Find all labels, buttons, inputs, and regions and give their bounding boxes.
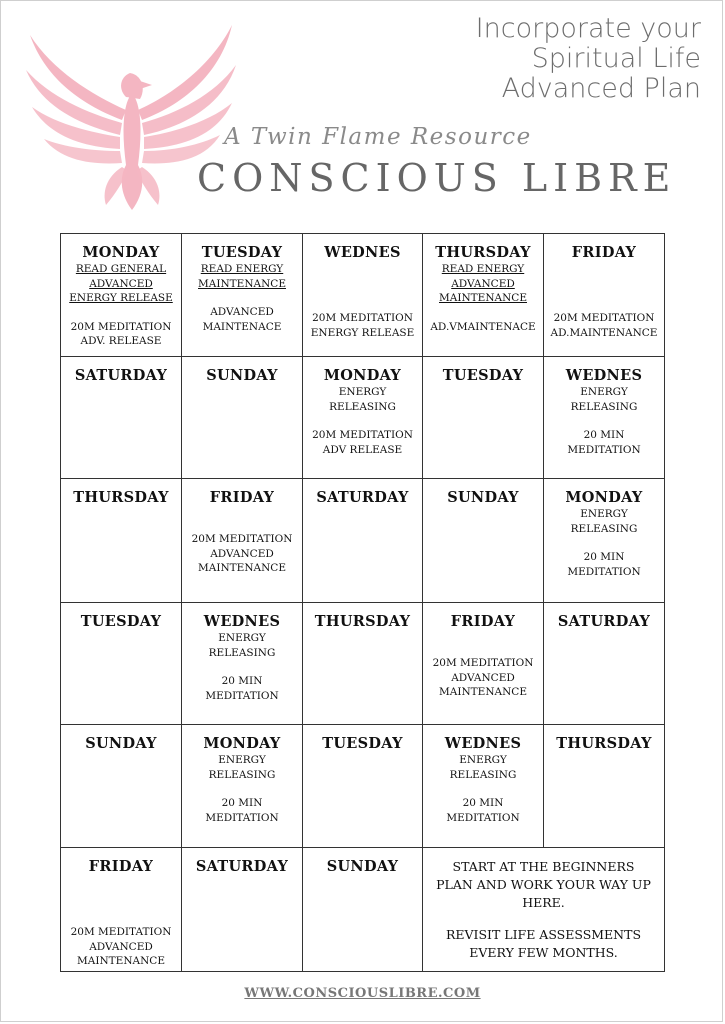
table-row [61, 479, 665, 603]
day-label: MONDAY [82, 244, 160, 261]
task-line: ENERGY [218, 754, 266, 766]
day-label: WEDNES [324, 244, 401, 261]
task-line: 20 MIN [462, 797, 504, 809]
day-cell [423, 479, 544, 603]
day-label: THURSDAY [314, 613, 411, 630]
day-label: TUESDAY [201, 244, 283, 261]
day-cell [423, 603, 544, 725]
table-row [61, 725, 665, 848]
table-row [61, 357, 665, 479]
task-line: ENERGY RELEASE [69, 292, 173, 304]
task-line: ENERGY [580, 508, 628, 520]
day-cell [61, 603, 182, 725]
task-line: 20M MEDITATION [70, 320, 172, 333]
day-label: MONDAY [203, 735, 281, 752]
task-line: MEDITATION [567, 565, 641, 578]
brand-name: CONSCIOUS LIBRE [197, 156, 677, 200]
task-line: 20M MEDITATION [312, 312, 413, 324]
day-cell [544, 725, 665, 848]
day-label: FRIDAY [450, 613, 516, 630]
note-line: START AT THE BEGINNERS [452, 859, 635, 874]
day-label: MONDAY [323, 367, 402, 384]
task-line: MAINTENANCE [77, 955, 165, 967]
task-line: MAINTENANCE [439, 686, 527, 698]
task-line: 20 MIN [583, 551, 625, 563]
day-label: SATURDAY [557, 613, 651, 630]
day-cell [544, 603, 665, 725]
day-label: SATURDAY [74, 367, 168, 384]
task-line: ADV. RELEASE [80, 335, 162, 347]
day-cell [182, 357, 303, 479]
task-line: MEDITATION [446, 811, 520, 824]
task-line: AD.VMAINTENACE [430, 320, 536, 333]
day-cell [182, 234, 303, 357]
day-label: THURSDAY [73, 489, 169, 506]
task-line: MEDITATION [205, 811, 279, 824]
day-label: TUESDAY [80, 613, 162, 630]
day-label: SUNDAY [85, 735, 157, 752]
day-label: SATURDAY [195, 858, 289, 875]
task-line: ADVANCED [451, 277, 515, 290]
task-line: ADVANCED [210, 306, 274, 318]
day-cell [182, 848, 303, 972]
task-line: RELEASING [570, 522, 638, 535]
task-line: ENERGY [459, 754, 507, 766]
task-line: MAINTENANCE [439, 292, 527, 304]
task-line: ADVANCED [89, 940, 153, 953]
day-cell [182, 603, 303, 725]
task-line: READ ENERGY [441, 263, 525, 275]
day-cell [303, 357, 423, 479]
day-cell [423, 725, 544, 848]
note-line: REVISIT LIFE ASSESSMENTS [445, 927, 642, 942]
day-label: SUNDAY [447, 489, 519, 506]
day-cell [61, 234, 182, 357]
title-line: Advanced Plan [501, 73, 701, 104]
task-line: ADVANCED [89, 277, 153, 290]
day-cell [182, 479, 303, 603]
task-line: 20M MEDITATION [312, 429, 413, 441]
task-line: 20 MIN [221, 675, 263, 687]
day-cell [303, 848, 423, 972]
day-label: FRIDAY [209, 489, 275, 506]
task-line: RELEASING [208, 768, 276, 781]
day-cell [61, 479, 182, 603]
task-line: 20 MIN [221, 797, 263, 809]
task-line: ENERGY [580, 386, 628, 398]
task-line: ENERGY [218, 632, 266, 644]
day-cell [61, 357, 182, 479]
day-label: FRIDAY [88, 858, 154, 875]
day-cell [544, 234, 665, 357]
task-line: MEDITATION [567, 443, 641, 456]
task-line: 20M MEDITATION [70, 926, 172, 938]
day-label: TUESDAY [322, 735, 403, 752]
note-line: HERE. [522, 895, 565, 910]
schedule-table [60, 233, 665, 972]
task-line: 20M MEDITATION [191, 533, 293, 545]
task-line: MAINTENANCE [198, 277, 286, 290]
task-line: 20M MEDITATION [432, 657, 534, 669]
table-row [61, 848, 665, 972]
day-cell [303, 479, 423, 603]
day-cell [303, 234, 423, 357]
task-line: READ GENERAL [75, 263, 167, 275]
day-label: WEDNES [203, 613, 281, 630]
day-cell [303, 725, 423, 848]
day-cell [423, 357, 544, 479]
day-cell [423, 234, 544, 357]
day-label: SUNDAY [206, 367, 278, 384]
task-line: ADV RELEASE [322, 443, 403, 456]
task-line: 20 MIN [583, 429, 625, 441]
task-line: ADVANCED [210, 547, 274, 560]
plan-note [423, 848, 665, 972]
day-label: THURSDAY [435, 244, 531, 261]
day-label: SATURDAY [316, 489, 409, 506]
subtitle: A Twin Flame Resource [224, 124, 532, 150]
task-line: READ ENERGY [200, 263, 284, 275]
task-line: MAINTENANCE [198, 562, 286, 574]
task-line: ADVANCED [451, 671, 515, 684]
task-line: ENERGY RELEASE [310, 326, 415, 339]
task-line: AD.MAINTENANCE [550, 326, 658, 339]
day-cell [61, 848, 182, 972]
title-line: Spiritual Life [531, 43, 701, 74]
day-label: SUNDAY [326, 858, 399, 875]
task-line: MAINTENACE [202, 320, 282, 333]
task-line: RELEASING [329, 400, 396, 413]
task-line: RELEASING [208, 646, 276, 659]
task-line: RELEASING [570, 400, 638, 413]
day-label: TUESDAY [442, 367, 524, 384]
task-line: 20M MEDITATION [553, 312, 655, 324]
task-line: RELEASING [449, 768, 517, 781]
day-cell [544, 357, 665, 479]
day-cell [303, 603, 423, 725]
day-label: WEDNES [444, 735, 522, 752]
note-line: PLAN AND WORK YOUR WAY UP [436, 877, 651, 892]
table-row [61, 603, 665, 725]
day-label: FRIDAY [571, 244, 637, 261]
title-line: Incorporate your [475, 13, 701, 44]
day-label: WEDNES [565, 367, 643, 384]
task-line: ENERGY [338, 386, 387, 398]
day-label: MONDAY [565, 489, 643, 506]
note-line: EVERY FEW MONTHS. [469, 945, 618, 960]
day-cell [61, 725, 182, 848]
task-line: MEDITATION [205, 689, 279, 702]
website-link[interactable]: WWW.CONSCIOUSLIBRE.COM [244, 986, 481, 1001]
day-cell [544, 479, 665, 603]
plan-title [476, 14, 701, 104]
table-row [61, 234, 665, 357]
day-cell [182, 725, 303, 848]
day-label: THURSDAY [556, 735, 652, 752]
